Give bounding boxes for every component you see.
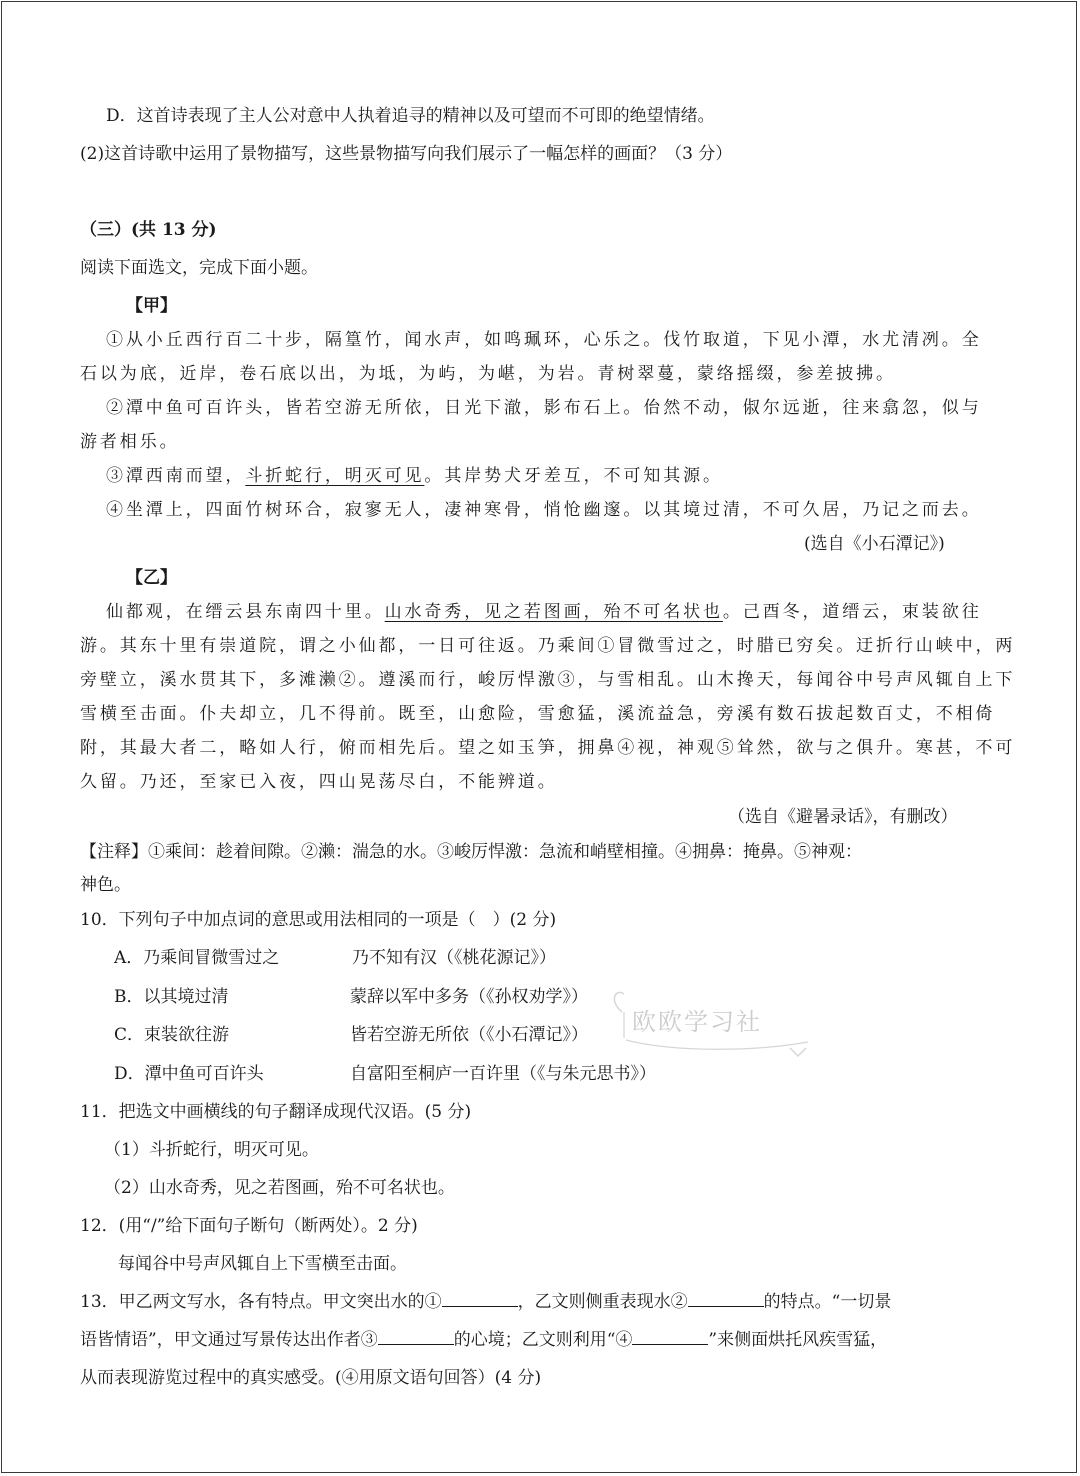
q10-option-b-left: B．以其境过清 (114, 987, 229, 1007)
q10-option-a-right: 乃不知有汉（《桃花源记》） (352, 948, 556, 968)
question-13-line3: 从而表现游览过程中的真实感受。(④用原文语句回答）(4 分) (80, 1368, 542, 1388)
q10-option-d-right: 自富阳至桐庐一百许里（《与朱元思书》） (350, 1064, 656, 1084)
q10-option-a-left: A．乃乘间冒微雪过之 (114, 948, 280, 968)
yi-line3: 旁壁立，溪水贯其下，多滩濑②。遵溪而行，峻厉悍激③，与雪相乱。山木搀天，每闻谷中号声风辄自上下 (80, 670, 1016, 690)
question-10: 10．下列句子中加点词的意思或用法相同的一项是（ ）(2 分) (80, 910, 557, 930)
yi-line5: 附，其最大者二，略如人行，俯而相先后。望之如玉笋，拥鼻④视，神观⑤耸然，欲与之俱升。寒甚，不可 (80, 738, 1016, 758)
yi-source: （选自《避暑录话》，有删改） (728, 807, 958, 827)
question-2: (2)这首诗歌中运用了景物描写，这些景物描写向我们展示了一幅怎样的画面？（3 分） (80, 144, 733, 164)
jia-para1-line1: ①从小丘西行百二十步，隔篁竹，闻水声，如鸣珮环，心乐之。伐竹取道，下见小潭，水尤清冽。全 (106, 330, 982, 350)
answer-blank-4[interactable] (632, 1328, 708, 1345)
passage-yi-label: 【乙】 (126, 568, 177, 588)
answer-blank-3[interactable] (378, 1328, 454, 1345)
section-heading: （三）(共 13 分) (80, 220, 217, 240)
question-13-line2 (80, 1328, 887, 1352)
option-d-line: D．这首诗表现了主人公对意中人执着追寻的精神以及可望而不可即的绝望情绪。 (106, 106, 715, 126)
q10-option-c-right: 皆若空游无所依（《小石潭记》） (350, 1025, 588, 1045)
yi-line2: 游。其东十里有崇道院，谓之小仙都，一日可往返。乃乘间①冒微雪过之，时腊已穷矣。迂折行山峡中，两 (80, 636, 1016, 656)
question-12: 12．(用“/”给下面句子断句（断两处）。2 分) (80, 1216, 418, 1236)
question-11: 11．把选文中画横线的句子翻译成现代汉语。(5 分) (80, 1102, 472, 1122)
question-13-line1 (80, 1290, 891, 1314)
q10-option-c-left: C．束装欲往游 (114, 1025, 230, 1045)
q12-sentence: 每闻谷中号声风辄自上下雪横至击面。 (118, 1254, 407, 1274)
q11-part1: （1）斗折蛇行，明灭可见。 (104, 1140, 319, 1160)
watermark-text: 欧欧学习社 (632, 1008, 762, 1036)
q13-text-b2: 的心境；乙文则利用“④ (453, 1330, 633, 1350)
jia-para3-pre: ③潭西南而望， (106, 466, 246, 486)
q13-text-b1: 语皆情语”，甲文通过写景传达出作者③ (80, 1330, 378, 1350)
q11-part2: （2）山水奇秀，见之若图画，殆不可名状也。 (104, 1178, 455, 1198)
q10-option-b-right: 蒙辞以军中多务（《孙权劝学》） (350, 987, 588, 1007)
jia-para3-post: 。其岸势犬牙差互，不可知其源。 (424, 466, 723, 486)
yi-line6: 久留。乃还，至家已入夜，四山晃荡尽白，不能辨道。 (80, 772, 558, 792)
jia-para2-line2: 游者相乐。 (80, 432, 180, 452)
answer-blank-2[interactable] (688, 1290, 764, 1307)
q13-text-b3: ”来侧面烘托风疾雪猛， (708, 1330, 888, 1350)
yi-line1 (106, 600, 982, 624)
q13-text-a2: ，乙文则侧重表现水② (517, 1292, 688, 1312)
yi-line4: 雪横至击面。仆夫却立，几不得前。既至，山愈险，雪愈猛，溪流益急，旁溪有数石拔起数百丈，不相倚 (80, 704, 996, 724)
yi-line1-pre: 仙都观，在缙云县东南四十里。 (106, 602, 385, 622)
jia-para3 (106, 464, 723, 488)
answer-blank-1[interactable] (442, 1290, 518, 1307)
jia-para4: ④坐潭上，四面竹树环合，寂寥无人，凄神寒骨，悄怆幽邃。以其境过清，不可久居，乃记之而去。 (106, 500, 982, 520)
q13-text-a3: 的特点。“一切景 (763, 1292, 892, 1312)
passage-jia-label: 【甲】 (126, 296, 177, 316)
jia-para2-line1: ②潭中鱼可百许头，皆若空游无所依，日光下澈，影布石上。佁然不动，俶尔远逝，往来翕忽，似与 (106, 398, 982, 418)
q10-option-d-left: D．潭中鱼可百许头 (114, 1064, 264, 1084)
notes-line1: 【注释】①乘间：趁着间隙。②濑：湍急的水。③峻厉悍激：急流和峭壁相撞。④拥鼻：掩鼻。⑤神观： (80, 842, 862, 862)
jia-underlined-sentence: 斗折蛇行，明灭可见 (245, 466, 425, 486)
jia-para1-line2: 石以为底，近岸，卷石底以出，为坻，为屿，为嵁，为岩。青树翠蔓，蒙络摇缀，参差披拂。 (80, 364, 896, 384)
q13-text-a1: 13．甲乙两文写水，各有特点。甲文突出水的① (80, 1292, 442, 1312)
notes-line2: 神色。 (80, 875, 131, 895)
yi-line1-post: 。己酉冬，道缙云，束装欲往 (722, 602, 982, 622)
instruction: 阅读下面选文，完成下面小题。 (80, 258, 318, 278)
yi-underlined-sentence: 山水奇秀，见之若图画，殆不可名状也 (384, 602, 723, 622)
jia-source: (选自《小石潭记》) (804, 534, 945, 554)
watermark (612, 990, 822, 1070)
